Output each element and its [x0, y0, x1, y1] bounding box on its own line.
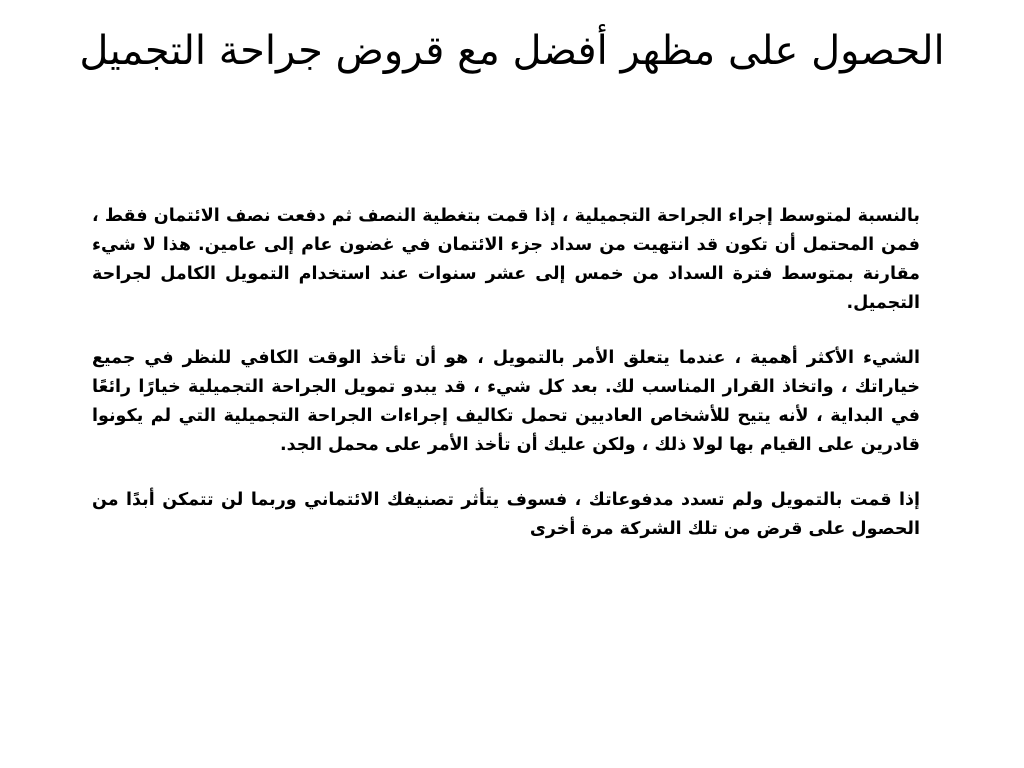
paragraph-1: بالنسبة لمتوسط إجراء الجراحة التجميلية ، إذا قمت بتغطية النصف ثم دفعت نصف الائتمان فقط ، فمن المحتمل أن تكون قد انتهيت من سداد جزء الائتمان في غضون عام إلى عامين. هذا لا شيء مقارنة بمتوسط فترة السداد من خمس إلى عشر سنوات عند استخدام التمويل الكامل لجراحة التجميل. [92, 206, 920, 313]
slide-title: الحصول على مظهر أفضل مع قروض جراحة التجميل [79, 28, 945, 74]
paragraph-3: إذا قمت بالتمويل ولم تسدد مدفوعاتك ، فسوف يتأثر تصنيفك الائتماني وربما لن تتمكن أبدًا من الحصول على قرض من تلك الشركة مرة أخرى [92, 490, 920, 539]
slide-body [92, 202, 920, 570]
paragraph-2: الشيء الأكثر أهمية ، عندما يتعلق الأمر بالتمويل ، هو أن تأخذ الوقت الكافي للنظر في جميع خياراتك ، واتخاذ القرار المناسب لك. بعد كل شيء ، قد يبدو تمويل الجراحة التجميلية خيارًا رائعًا في البداية ، لأنه يتيح للأشخاص العاديين تحمل تكاليف إجراءات الجراحة التجميلية التي لم يكونوا قادرين على القيام بها لولا ذلك ، ولكن عليك أن تأخذ الأمر على محمل الجد. [92, 348, 920, 455]
